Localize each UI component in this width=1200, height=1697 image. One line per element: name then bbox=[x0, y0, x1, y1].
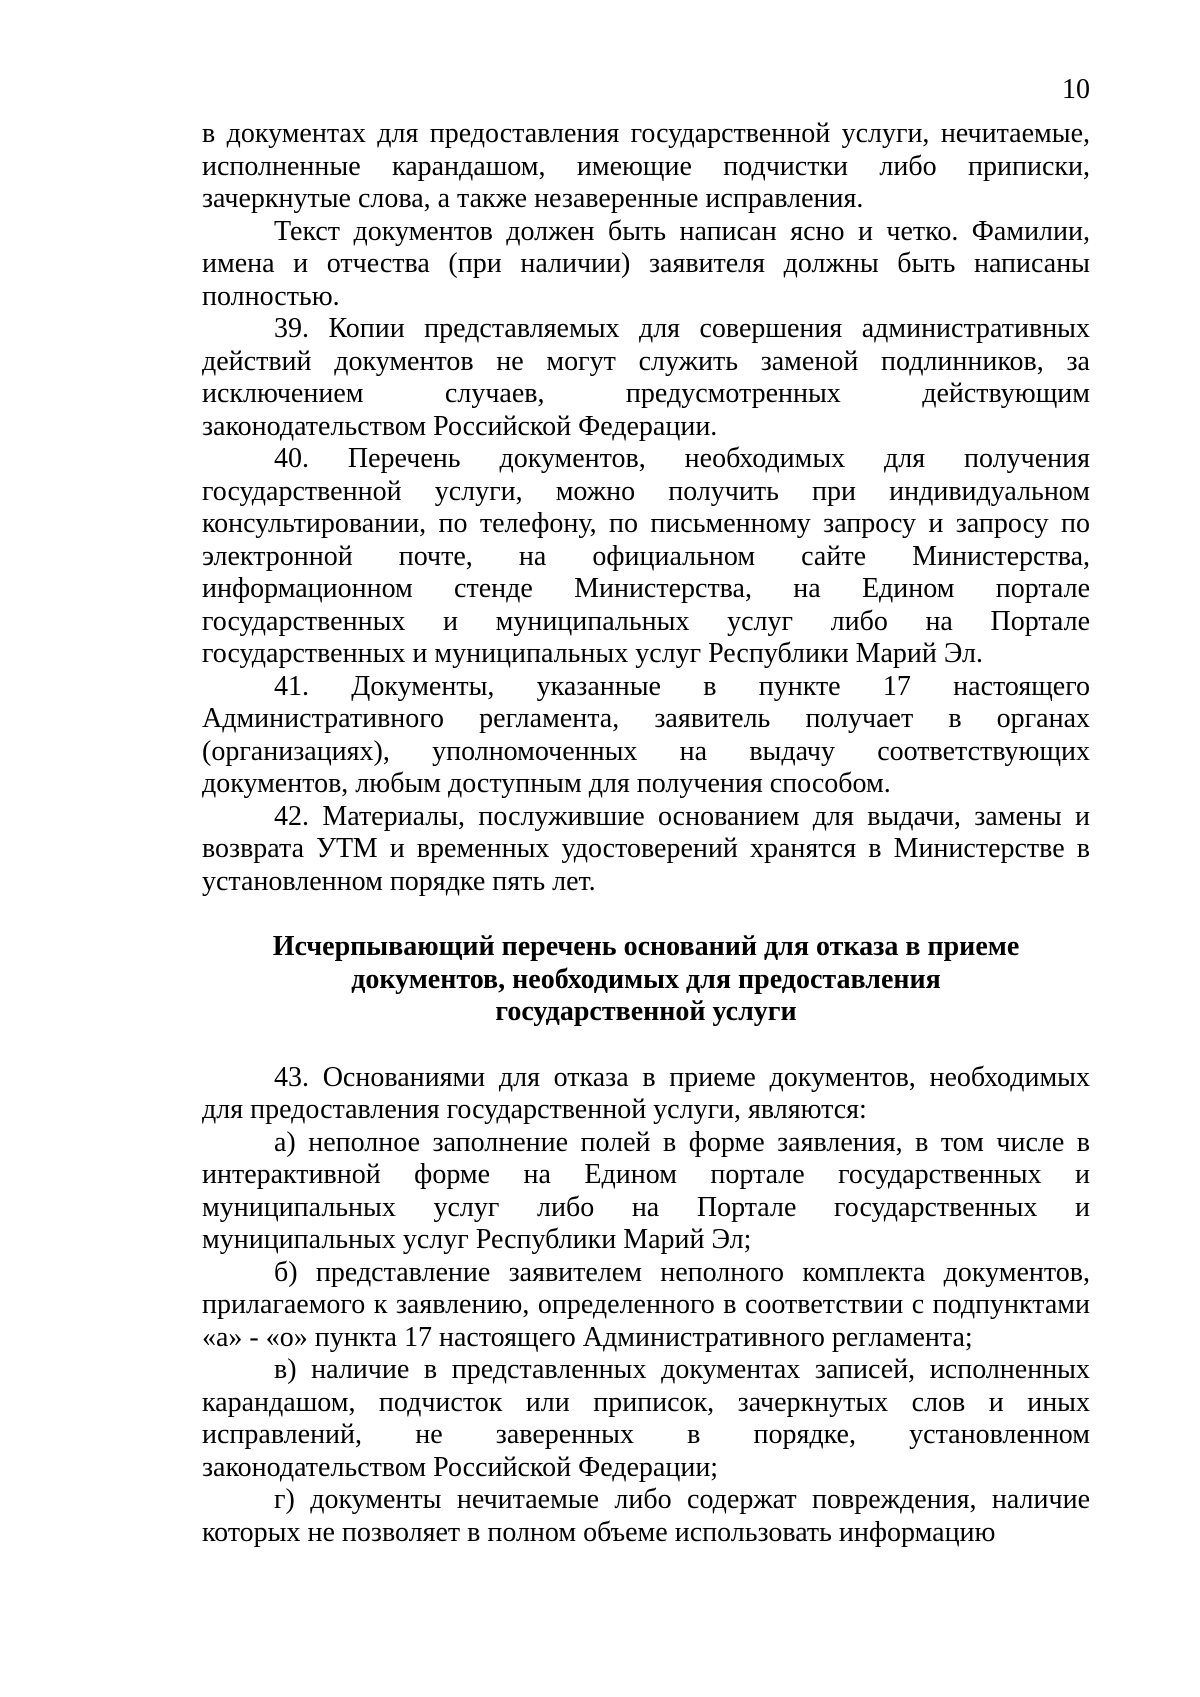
document-body bbox=[202, 118, 1090, 1549]
paragraph-42: 42. Материалы, послужившие основанием для выдачи, замены и возврата УТМ и временных удостоверений хранятся в Министерстве в установленном порядке пять лет. bbox=[202, 800, 1090, 897]
paragraph-43: 43. Основаниями для отказа в приеме документов, необходимых для предоставления государственной услуги, являются: bbox=[202, 1061, 1090, 1125]
subparagraph-a: а) неполное заполнение полей в форме заявления, в том числе в интерактивной форме на Едином портале государственных и муниципальных услуг либо на Портале государственных и муниципальных услуг Республики Марий Эл; bbox=[202, 1126, 1090, 1255]
subparagraph-g: г) документы нечитаемые либо содержат повреждения, наличие которых не позволяет в полном объеме использовать информацию bbox=[202, 1484, 1090, 1548]
subparagraph-b: б) представление заявителем неполного комплекта документов, прилагаемого к заявлению, определенного в соответствии с подпунктами «а» - «о» пункта 17 настоящего Административного регламента; bbox=[202, 1256, 1090, 1353]
subparagraph-v: в) наличие в представленных документах записей, исполненных карандашом, подчисток или приписок, зачеркнутых слов и иных исправлений, не заверенных в порядке, установленном законодательством Российской Федерации; bbox=[202, 1354, 1090, 1483]
section-heading-line: документов, необходимых для предоставления bbox=[351, 963, 941, 995]
section-heading-line: Исчерпывающий перечень оснований для отказа в приеме bbox=[272, 931, 1020, 962]
paragraph-text-requirements: Текст документов должен быть написан ясно и четко. Фамилии, имена и отчества (при наличии) заявителя должны быть написаны полностью. bbox=[202, 215, 1090, 312]
paragraph-continuation: в документах для предоставления государственной услуги, нечитаемые, исполненные карандашом, имеющие подчистки либо приписки, зачеркнутые слова, а также незаверенные исправления. bbox=[202, 118, 1090, 214]
section-heading bbox=[202, 931, 1090, 1029]
page-number: 10 bbox=[1062, 74, 1090, 105]
paragraph-39: 39. Копии представляемых для совершения административных действий документов не могут служить заменой подлинников, за исключением случаев, предусмотренных действующим законодательством Российской Федерации. bbox=[202, 313, 1090, 442]
section-heading-line: государственной услуги bbox=[495, 996, 797, 1027]
paragraph-41: 41. Документы, указанные в пункте 17 настоящего Административного регламента, заявитель получает в органах (организациях), уполномоченных на выдачу соответствующих документов, любым доступным для получения способом. bbox=[202, 670, 1090, 799]
paragraph-40: 40. Перечень документов, необходимых для получения государственной услуги, можно получить при индивидуальном консультировании, по телефону, по письменному запросу и запросу по электронной почте, на официальном сайте Министерства, информационном стенде Министерства, на Едином портале государственных и муниципальных услуг либо на Портале государственных и муниципальных услуг Республики Марий Эл. bbox=[202, 443, 1090, 669]
